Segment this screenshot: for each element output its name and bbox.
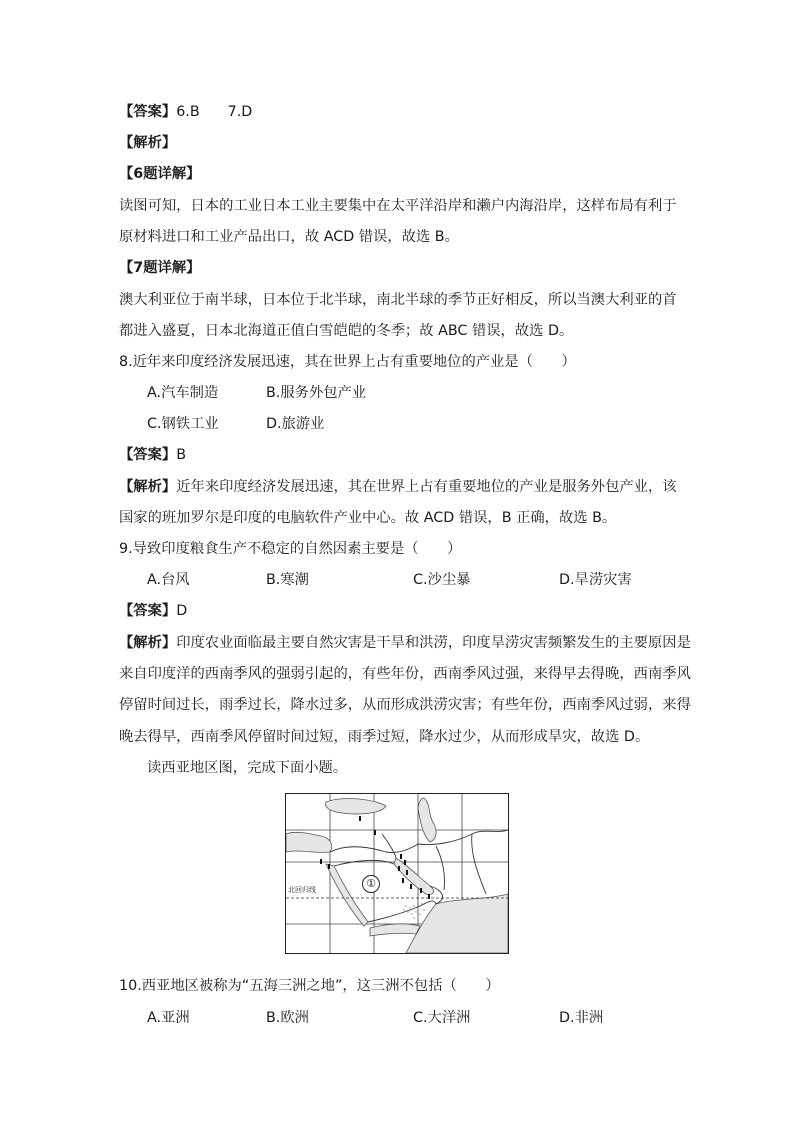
q10-stem: 10.西亚地区被称为“五海三洲之地”，这三洲不包括（ ） <box>119 978 500 994</box>
map-intro: 读西亚地区图，完成下面小题。 <box>147 760 348 776</box>
q7-detail-line: 澳大利亚位于南半球，日本位于北半球，南北半球的季节正好相反，所以当澳大利亚的首 <box>119 292 677 308</box>
answer-line-6-7 <box>119 102 679 122</box>
q8-option-d: D.旅游业 <box>266 416 325 432</box>
q9-stem: 9.导致印度粮食生产不稳定的自然因素主要是（ ） <box>119 541 462 557</box>
q6-detail-line: 读图可知，日本的工业日本工业主要集中在太平洋沿岸和濑户内海沿岸，这样布局有利于 <box>119 198 677 214</box>
q9-analysis-line: 来自印度洋的西南季风的强弱引起的，有些年份，西南季风过强，来得早去得晚，西南季风 <box>119 666 691 682</box>
q9-option-c: C.沙尘暴 <box>413 572 471 588</box>
q10-option-d: D.非洲 <box>559 1010 604 1026</box>
q7-detail-header: 【7题详解】 <box>119 260 201 276</box>
q8-analysis <box>119 477 679 497</box>
q8-answer <box>119 445 679 465</box>
q8-option-b: B.服务外包产业 <box>266 385 367 401</box>
q6-detail-header: 【6题详解】 <box>119 166 201 182</box>
q9-analysis-line: 停留时间过长，雨季过长，降水过多，从而形成洪涝灾害；有些年份，西南季风过弱，来得 <box>119 697 691 713</box>
map-graphic <box>286 794 508 953</box>
q9-analysis-line: 晚去得早，西南季风停留时间过短，雨季过短，降水过少，从而形成旱灾，故选 D。 <box>119 729 650 745</box>
answer-tag: 【答案】 <box>119 603 177 619</box>
analysis-text: 印度农业面临最主要自然灾害是干旱和洪涝，印度旱涝灾害频繁发生的主要原因是 <box>176 635 691 651</box>
q8-option-a: A.汽车制造 <box>147 385 219 401</box>
analysis-tag: 【解析】 <box>119 479 177 495</box>
answer-tag: 【答案】 <box>119 447 177 463</box>
q9-option-a: A.台风 <box>147 572 190 588</box>
analysis-header: 【解析】 <box>119 135 177 151</box>
q8-stem: 8.近年来印度经济发展迅速，其在世界上占有重要地位的产业是（ ） <box>119 354 576 370</box>
answer-6: 6.B <box>176 104 200 120</box>
answer-tag: 【答案】 <box>119 104 177 120</box>
q10-option-c: C.大洋洲 <box>413 1010 471 1026</box>
answer-7: 7.D <box>227 104 253 120</box>
q10-option-a: A.亚洲 <box>147 1010 190 1026</box>
west-asia-map <box>285 793 509 954</box>
q7-detail-line: 都进入盛夏，日本北海道正值白雪皑皑的冬季；故 ABC 错误，故选 D。 <box>119 323 574 339</box>
q9-answer <box>119 601 679 621</box>
q6-detail-line: 原材料进口和工业产品出口，故 ACD 错误，故选 B。 <box>119 229 459 245</box>
tropic-label: 北回归线 <box>288 886 316 894</box>
q9-option-d: D.旱涝灾害 <box>559 572 632 588</box>
analysis-text: 近年来印度经济发展迅速，其在世界上占有重要地位的产业是服务外包产业，该 <box>176 479 677 495</box>
q9-option-b: B.寒潮 <box>266 572 309 588</box>
answer-value: D <box>176 603 188 619</box>
q9-analysis <box>119 633 691 653</box>
q8-analysis-line: 国家的班加罗尔是印度的电脑软件产业中心。故 ACD 错误，B 正确，故选 B。 <box>119 510 617 526</box>
map-marker-1: ① <box>362 875 380 893</box>
answer-value: B <box>176 447 186 463</box>
q10-option-b: B.欧洲 <box>266 1010 309 1026</box>
q8-option-c: C.钢铁工业 <box>147 416 219 432</box>
sea-areas <box>286 798 508 953</box>
analysis-tag: 【解析】 <box>119 635 177 651</box>
